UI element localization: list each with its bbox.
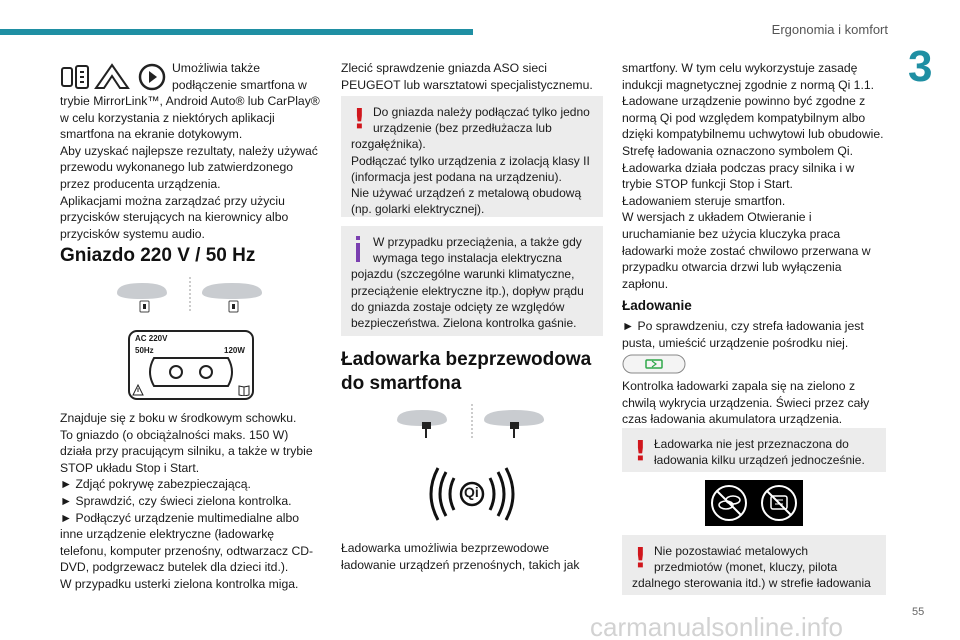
page-header-title: Ergonomia i komfort	[771, 22, 888, 37]
socket-230v-diagram	[128, 330, 254, 400]
charger-lamp-text: Kontrolka ładowarki zapala się na zielono z chwilą wykrycia urządzenia. Świeci przez cały czas ładowania akumulatora urządzenia.	[622, 379, 870, 427]
steering-wheel-left-icon	[397, 410, 447, 438]
wireless-intro-text: Ładowarka umożliwia bezprzewodowe ładowanie urządzeń przenośnych, takich jak	[341, 541, 580, 572]
socket-power-label: 120W	[224, 346, 245, 355]
mirrorlink-paragraph: trybie MirrorLink™, Android Auto® lub CarPlay® w celu korzystania z niektórych aplikacji smartfona na ekranie dotykowym. Aby uzyskać najlepsze rezultaty, należy używać przewodu wykonanego lub zatwierdzonego przez producenta urządzenia. Aplikacjami można zarządzać przy użyciu przycisków sterujących na kierownicy albo przycisków systemu audio.	[60, 94, 320, 241]
no-coins-icon	[712, 486, 746, 520]
carplay-icon	[140, 65, 164, 89]
manual-book-icon	[238, 384, 250, 396]
warning-exclamation-icon: !	[353, 102, 366, 135]
socket-info-box	[341, 226, 603, 336]
metal-objects-warning-box	[622, 535, 886, 595]
chapter-number: 3	[908, 42, 933, 91]
no-keys-icon	[762, 486, 796, 520]
intro-text: Umożliwia także podłączenie smartfona w	[172, 61, 307, 92]
socket-instructions: Znajduje się z boku w środkowym schowku. To gniazdo (o obciążalności maks. 150 W) działa przy pracującym silniku, a także w trybie STOP układu Stop i Start. ► Zdjąć pokrywę zabezpieczającą. ► Sprawdzić, czy świeci zielona kontrolka. ► Podłączyć urządzenie multimedialne albo inne urządzenie elektryczne (ładowarkę telefonu, komputer przenośny, odtwarzacz CD-DVD, podgrzewacz butelek dla dzieci itd.). W przypadku usterki zielona kontrolka miga.	[60, 411, 314, 591]
wireless-description: smartfony. W tym celu wykorzystuje zasadę indukcji magnetycznej zgodnie z normą Qi 1.1. Ładowane urządzenie powinno być zgodne z normą Qi pod względem kompatybilnym albo dzięki kompatybilnemu uchwytowi lub obudowie. Strefę ładowania oznaczono symbolem Qi. Ładowarka działa podczas pracy silnika i w trybie STOP funkcji Stop i Start. Ładowaniem steruje smartfon. W wersjach z układem Otwieranie i uruchamianie bez użycia kluczyka praca ładowarki może zostać chwilowo przerwana w przypadku otwarcia drzwi lub wyłączenia zapłonu.	[622, 61, 884, 291]
socket-pin-hole-left	[170, 366, 182, 378]
charging-subheading: Ładowanie	[622, 298, 692, 313]
warning-exclamation-icon: !	[634, 541, 647, 574]
no-metal-objects-icons	[705, 480, 803, 526]
charger-location-diagram	[392, 402, 552, 442]
aso-check-text: Zlecić sprawdzenie gniazda ASO sieci PEUGEOT lub warsztatowi specjalistycznemu.	[341, 61, 593, 92]
socket-voltage-label: AC 220V	[135, 334, 168, 343]
socket-location-diagram	[112, 275, 272, 315]
multi-device-warning-box	[622, 428, 886, 472]
socket-warning-box	[341, 96, 603, 217]
qi-symbol-icon	[424, 462, 520, 526]
watermark-text: carmanualsonline.info	[590, 612, 843, 640]
warning-triangle-icon	[132, 384, 144, 396]
qi-label: Qi	[464, 484, 479, 500]
mirrorlink-icons	[60, 62, 168, 92]
socket-pin-hole-right	[200, 366, 212, 378]
info-icon	[353, 236, 363, 262]
mirrorlink-icon	[62, 66, 88, 88]
multi-device-warning-text: Ładowarka nie jest przeznaczona do ładowania kilku urządzeń jednocześnie.	[654, 437, 865, 468]
steering-wheel-left-icon	[117, 283, 167, 312]
warning-exclamation-icon: !	[634, 434, 647, 467]
page-number: 55	[912, 606, 925, 618]
steering-wheel-right-icon	[202, 283, 262, 312]
socket-info-text: W przypadku przeciążenia, a także gdy wymaga tego instalacja elektryczna pojazdu (szczególne warunki klimatyczne, przeciążenie elektryczne itp.), dopływ prądu do gniazda zostaje odcięty ze względów bezpieczeństwa. Zielona kontrolka gaśnie.	[351, 235, 584, 331]
charger-indicator-lamp-icon	[622, 354, 686, 374]
socket-frequency-label: 50Hz	[135, 346, 154, 355]
charging-step: ► Po sprawdzeniu, czy strefa ładowania jest pusta, umieścić urządzenie pośrodku niej.	[622, 319, 864, 350]
steering-wheel-right-icon	[484, 410, 544, 438]
android-auto-icon	[96, 65, 128, 88]
metal-objects-warning-text: Nie pozostawiać metalowych przedmiotów (monet, kluczy, pilota zdalnego sterowania itd.) w strefie ładowania	[632, 544, 871, 591]
socket-warning-text: Do gniazda należy podłączać tylko jedno urządzenie (bez przedłużacza lub rozgałęźnika). Podłączać tylko urządzenia z izolacją klasy II (informacja jest podana na urządzeniu). Nie używać urządzeń z metalową obudową (np. golarki elektrycznej).	[351, 105, 590, 217]
header-accent-bar	[0, 29, 473, 35]
section-heading-socket: Gniazdo 220 V / 50 Hz	[60, 245, 256, 266]
section-heading-wireless: Ładowarka bezprzewodowa do smartfona	[341, 349, 592, 394]
